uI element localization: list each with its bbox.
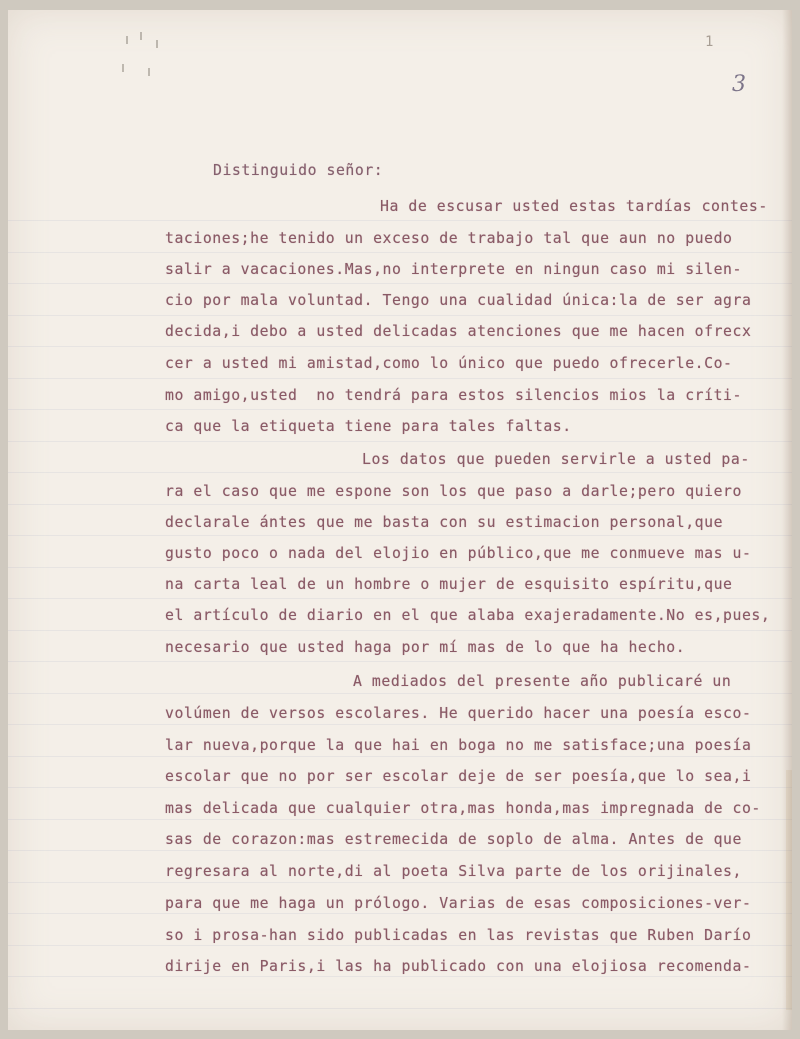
ruled-line — [8, 1008, 792, 1009]
salutation: Distinguido señor: — [213, 162, 384, 179]
ruled-line — [8, 567, 792, 568]
ruled-line — [8, 378, 792, 379]
ruled-line — [8, 787, 792, 788]
ruled-line — [8, 882, 792, 883]
letter-line: el artículo de diario en el que alaba exajeradamente.No es,pues, — [165, 607, 771, 624]
ruled-line — [8, 976, 792, 977]
ruled-line — [8, 693, 792, 694]
letter-line: A mediados del presente año publicaré un — [353, 673, 732, 690]
ruled-line — [8, 346, 792, 347]
letter-line: declarale ántes que me basta con su estimacion personal,que — [165, 514, 724, 531]
letter-line: Los datos que pueden servirle a usted pa- — [362, 451, 750, 468]
ruled-line — [8, 252, 792, 253]
letter-line: Ha de escusar usted estas tardías contes- — [380, 198, 768, 215]
letter-page — [8, 10, 792, 1030]
letter-line: decida,i debo a usted delicadas atenciones que me hacen ofrecx — [165, 323, 752, 340]
ruled-line — [8, 913, 792, 914]
letter-line: para que me haga un prólogo. Varias de esas composiciones-ver- — [165, 895, 752, 912]
letter-line: necesario que usted haga por mí mas de lo que ha hecho. — [165, 639, 686, 656]
page-number-small: 1 — [705, 34, 714, 50]
letter-line: gusto poco o nada del elojio en público,que me conmueve mas u- — [165, 545, 752, 562]
letter-line: cer a usted mi amistad,como lo único que puedo ofrecerle.Co- — [165, 355, 733, 372]
page-number: 3 — [732, 72, 746, 97]
ruled-line — [8, 535, 792, 536]
ink-smudge — [118, 30, 168, 85]
letter-line: na carta leal de un hombre o mujer de esquisito espíritu,que — [165, 576, 733, 593]
letter-line: mo amigo,usted no tendrá para estos silencios mios la críti- — [165, 387, 742, 404]
ruled-line — [8, 472, 792, 473]
ruled-line — [8, 756, 792, 757]
ruled-line — [8, 661, 792, 662]
ruled-line — [8, 220, 792, 221]
ruled-line — [8, 630, 792, 631]
ruled-line — [8, 598, 792, 599]
ruled-line — [8, 283, 792, 284]
ruled-line — [8, 945, 792, 946]
letter-line: sas de corazon:mas estremecida de soplo de alma. Antes de que — [165, 831, 742, 848]
letter-line: regresara al norte,di al poeta Silva parte de los orijinales, — [165, 863, 742, 880]
ruled-line — [8, 819, 792, 820]
ruled-line — [8, 850, 792, 851]
ruled-line — [8, 504, 792, 505]
letter-line: cio por mala voluntad. Tengo una cualidad única:la de ser agra — [165, 292, 752, 309]
letter-line: so i prosa-han sido publicadas en las revistas que Ruben Darío — [165, 927, 752, 944]
ruled-line — [8, 724, 792, 725]
letter-line: salir a vacaciones.Mas,no interprete en ningun caso mi silen- — [165, 261, 742, 278]
ruled-line — [8, 315, 792, 316]
ruled-line — [8, 409, 792, 410]
letter-line: escolar que no por ser escolar deje de ser poesía,que lo sea,i — [165, 768, 752, 785]
paper-edge-shadow — [782, 10, 792, 1030]
letter-line: volúmen de versos escolares. He querido hacer una poesía esco- — [165, 705, 752, 722]
letter-line: taciones;he tenido un exceso de trabajo tal que aun no puedo — [165, 230, 733, 247]
letter-line: ra el caso que me espone son los que paso a darle;pero quiero — [165, 483, 742, 500]
letter-line: lar nueva,porque la que hai en boga no me satisface;una poesía — [165, 737, 752, 754]
letter-line: ca que la etiqueta tiene para tales faltas. — [165, 418, 572, 435]
letter-line: mas delicada que cualquier otra,mas honda,mas impregnada de co- — [165, 800, 761, 817]
ruled-line — [8, 441, 792, 442]
letter-line: dirije en Paris,i las ha publicado con una elojiosa recomenda- — [165, 958, 752, 975]
